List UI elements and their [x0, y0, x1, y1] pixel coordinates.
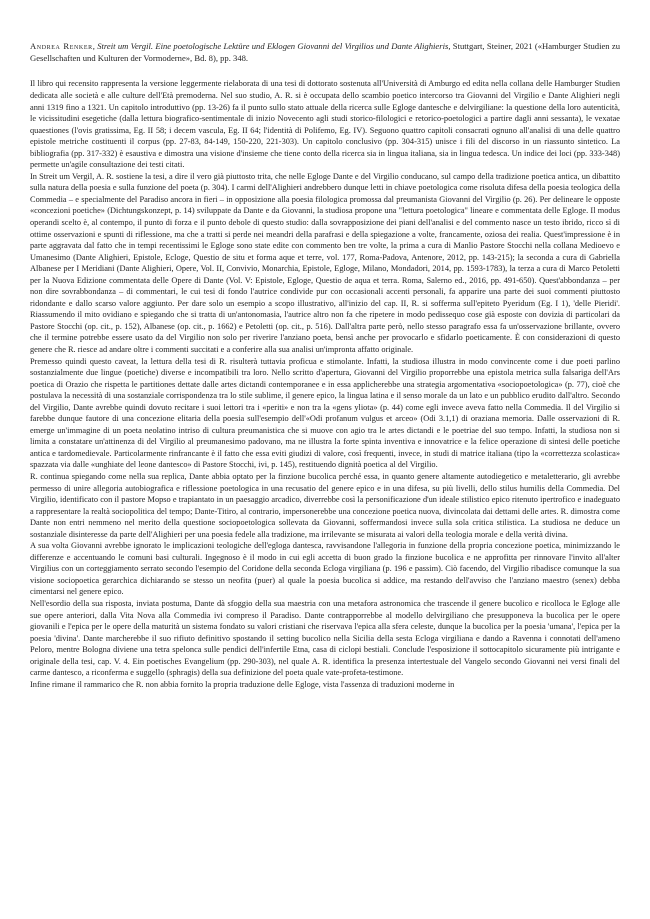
paragraph-5: A sua volta Giovanni avrebbe ignorato le implicazioni teologiche dell'egloga dantesca, ravvisandone l'allegoria in funzione della propria concezione poetica, minimizzando le differenze e accentuando le comuni basi culturali. Ingegnoso è il modo in cui egli accetta di buon grado la finzione bucolica e ne approfitta per rinnovare l'invito all'alter Virgilius con un corteggiamento serrato secondo l'esempio del Coridone della seconda Ecloga virgiliana (p. 196 e passim). Ciò facendo, del Virgilio ribadisce comunque la sua visione sociopoetica gerarchica dichiarando se stesso un neofita (puer) al quale la poesia bucolica si addice, ma restando dell'avviso che l'anziano maestro (senex) debba cimentarsi nel genere epico. — [30, 541, 620, 597]
book-publication: , Stuttgart, Steiner, 2021 («Hamburger Studien zu Gesellschaften und Kulturen der Vormoderne», Bd. 8), pp. 348. — [30, 41, 620, 64]
review-body — [30, 78, 620, 690]
paragraph-1: Il libro qui recensito rappresenta la versione leggermente rielaborata di una tesi di dottorato sostenuta all'Università di Amburgo ed edita nella collana delle Hamburger Studien dedicata alle società e alle culture dell'Età premoderna. Nel suo studio, A. R. si è occupata dello scambio poetico intercorso tra Giovanni del Virgilio e Dante Alighieri negli anni 1319 fino a 1321. Un capitolo introduttivo (pp. 13-26) fa il punto sullo stato attuale della ricerca sulle Egloge dantesche e delvirgiliane: la questione della loro autenticità, le vicissitudini esegetiche (dalla lettura biografico-sentimentale di inizio Novecento agli studi storico-filologici e retorico-poetologici a partire dagli anni sessanta), le vexatae quaestiones (l'ovis gratissima, Eg. II 58; i decem vascula, Eg. II 64; l'identità di Polifemo, Eg. IV). Seguono quattro capitoli consacrati ognuno all'analisi di una delle quattro epistole metriche costituenti il corpus (pp. 27-83, 84-149, 150-220, 221-303). Un capitolo conclusivo (pp. 304-315) unisce i fili del discorso in un riassunto sintetico. La bibliografia (pp. 317-332) è esaustiva e dimostra una visione d'insieme che tiene conto della ricerca sia in lingua italiana, sia in lingua tedesca. Un indice dei loci (pp. 333-348) permette un'agile consultazione dei testi citati. — [30, 79, 620, 170]
paragraph-6: Nell'esordio della sua risposta, inviata postuma, Dante dà sfoggio della sua maestria con una metafora astronomica che trascende il genere bucolico e ricolloca le Egloge alle sue opere anteriori, dalla Vita Nova alla Commedia ivi compreso il Paradiso. Dante contrapporrebbe al modello delvirgiliano che presupponeva la bucolica per le opere giovanili e l'epica per le opere della maturità un sistema fondato su valori cristiani che riservava l'epica alla sfera celeste, dunque la bucolica per la poesia 'umana', l'epica per la poesia 'divina'. Dante marcherebbe il suo rifiuto definitivo spostando il setting bucolico nella Sicilia della sesta Ecloga virgiliana e dando a Ravenna i connotati dell'ameno Peloro, mentre Bologna diviene una tetra spelonca sulle pendici dell'infertile Etna, casa di ciclopi bestiali. Conclude l'esposizione il sottocapitolo sicuramente più intrigante e originale della tesi, cap. V. 4. Ein poetisches Evangelium (pp. 290-303), nel quale A. R. identifica la presenza intertestuale del Vangelo secondo Giovanni nei versi finali del carme dantesco, a riconferma e suggello (sphragis) della sua definizione del poeta quale vate-profeta-testimone. — [30, 599, 620, 678]
book-title: Streit um Vergil. Eine poetologische Lektüre und Eklogen Giovanni del Virgilios und Dante Alighieris — [97, 41, 449, 51]
paragraph-2: In Streit um Vergil, A. R. sostiene la tesi, a dire il vero già piuttosto trita, che nelle Egloge Dante e del Virgilio conducano, sul campo della tradizione poetica antica, un dibattito sulla natura della poesia e sulla funzione del poeta (p. 304). I carmi dell'Alighieri andrebbero dunque letti in chiave poetologica come risoluta difesa della poesia teologica della Commedia – e specialmente del Paradiso ancora in fieri – in opposizione alla poesia filologica promossa dal preumanista Giovanni del Virgilio (p. 26). Per delineare le opposte «concezioni poetiche» (Dichtungskonzept, p. 14) sviluppate da Dante e da Giovanni, la studiosa propone una "lettura poetologica" lineare e commentata delle Egloge. Il modus operandi scelto è, al contempo, il punto di forza e il punto debole di questo studio: dalla sovrapposizione dei piani dell'analisi e del commento nasce un testo ibrido, ricco sì di ottime osservazioni e spunti di riflessione, ma che a tratti si perde nei meandri della parafrasi e della spiegazione a volte, francamente, oziosa dei realia. Quest'impressione è in parte aggravata dal fatto che in tempi recentissimi le Egloge sono state edite con commento ben tre volte, la prima a cura di Manlio Pastore Stocchi nella collana Medioevo e Umanesimo (Dante Alighieri, Epistole, Ecloge, Questio de situ et forma aque et terre, vol. 177, Roma-Padova, Antenore, 2012, pp. 143-215); la seconda a cura di Gabriella Albanese per I Meridiani (Dante Alighieri, Opere, Vol. II, Convivio, Monarchia, Epistole, Egloge, Milano, Mondadori, 2014, pp. 1593-1783), la terza a cura di Marco Petoletti per la Nuova Edizione commentata delle Opere di Dante (Vol. V: Epistole, Egloge, Questio de aqua et terra. Roma, Salerno ed., 2016, pp. 491-650). Quest'abbondanza – per non dire sovrabbondanza – di commentari, le cui tesi di fondo l'autrice condivide pur con occasionali accenti personali, fa apparire una parte dei suoi commenti piuttosto ridondante e dallo scarso valore aggiunto. Per dare solo un esempio a scopo illustrativo, all'inizio del cap. II, R. si sofferma sull'epiteto Pyeridum (Eg. I 1), 'delle Pieridi'. Riassumendo il mito ovidiano e spiegando che si tratta di un'antonomasia, l'autrice altro non fa che ripetere in modo pedissequo cose già esposte con dovizia di particolari da Pastore Stocchi (op. cit., p. 152), Albanese (op. cit., p. 1662) e Petoletti (op. cit., p. 516). Dall'altra parte però, nello stesso paragrafo essa fa un'osservazione brillante, ovvero che il termine potrebbe essere usato da del Virgilio non solo per riverire l'anziano poeta, bensì anche per provocarlo e sfidarlo poeticamente. È con considerazioni di questo genere che R. riesce ad andare oltre i commenti succitati e a conferire alla sua analisi un'impronta affatto originale. — [30, 171, 620, 354]
review-author: Andrea Renker — [30, 41, 93, 51]
paragraph-3: Premesso quindi questo caveat, la lettura della tesi di R. risulterà tuttavia proficua e stimolante. Infatti, la studiosa illustra in modo convincente come i due poeti parlino sostanzialmente due lingue (poetiche) diverse e incompatibili tra loro. Nello scritto d'apertura, Giovanni del Virgilio proporrebbe una epistola metrica sulla falsariga dell'Ars poetica di Orazio che rispetta le partitiones dettate dalle artes dictandi contemporanee e in essa applicherebbe una strategia argomentativa «sociopoetologica» (p. 77), cioè che postulava la necessità di una sostanziale corrispondenza tra lo stile sublime, il genere epico, la lingua latina e il senso morale da un lato e un pubblico erudito dall'altro. Secondo del Virgilio, Dante avrebbe quindi dovuto recitare i suoi lettori tra i «periti» e non tra la «gens yliota» (p. 44) come egli invece aveva fatto nella Commedia. Il del Virgilio si farebbe dunque fautore di una concezione elitaria della poesia sull'esempio dell'«Odi profanum vulgus et arceo» (Odi 3.1,1) di oraziana memoria. Dalle osservazioni di R. emerge un'immagine di un poeta neolatino intriso di cultura preumanistica che si muove con agio tra le artes dictandi e le poetriae del suo tempo. Infatti, la studiosa non si limita a constatare un'attinenza di del Virgilio al preumanesimo padovano, ma ne illustra la forte spinta inventiva e innovatrice e la felice operazione di sintesi delle poetiche antica e tardomedievale. Particolarmente rinfrancante è il fatto che essa eviti giudizi di valore, così frequenti, invece, in studi di matrice italiana (tipo la «correttezza scolastica» spazzata via dalle «unghiate del leone dantesco» di Pastore Stocchi, ivi, p. 145), restituendo dignità poetica al del Virgilio. — [30, 356, 620, 470]
paragraph-4: R. continua spiegando come nella sua replica, Dante abbia optato per la finzione bucolica perché essa, in quanto genere altamente autodiegetico e metaletterario, gli avrebbe permesso di unire allegoria autobiografica e riflessione poetologica in una recusatio del genere epico e in una difesa, su più livelli, dello stilus humilis della Commedia. Del Virgilio, identificato con il pastore Mopso e trapiantato in un paesaggio arcadico, diverrebbe così la personificazione d'un ideale stilistico epico ritenuto ipertrofico e inadeguato a rappresentare la realtà sociopolitica del tempo; Dante-Titiro, al contrario, impersonerebbe una concezione poetica nuova, divincolata dai dettami delle artes. R. dimostra come Dante non entri nemmeno nel merito della questione sociopoetologica sollevata da Giovanni, soffermandosi invece sulla sola critica stilistica. La studiosa ne deduce un sostanziale disinteresse da parte dell'Alighieri per una poesia fedele alla tradizione, ma irrilevante se misurata ai valori della teologia morale e della verità divina. — [30, 472, 620, 539]
paragraph-7: Infine rimane il rammarico che R. non abbia fornito la propria traduzione delle Egloge, vista l'assenza di traduzioni moderne in — [30, 679, 455, 689]
review-header: Andrea Renker, Streit um Vergil. Eine poetologische Lektüre und Eklogen Giovanni del Virgilios und Dante Alighieris, Stuttgart, Steiner, 2021 («Hamburger Studien zu Gesellschaften und Kulturen der Vormoderne», Bd. 8), pp. 348. — [30, 41, 620, 64]
